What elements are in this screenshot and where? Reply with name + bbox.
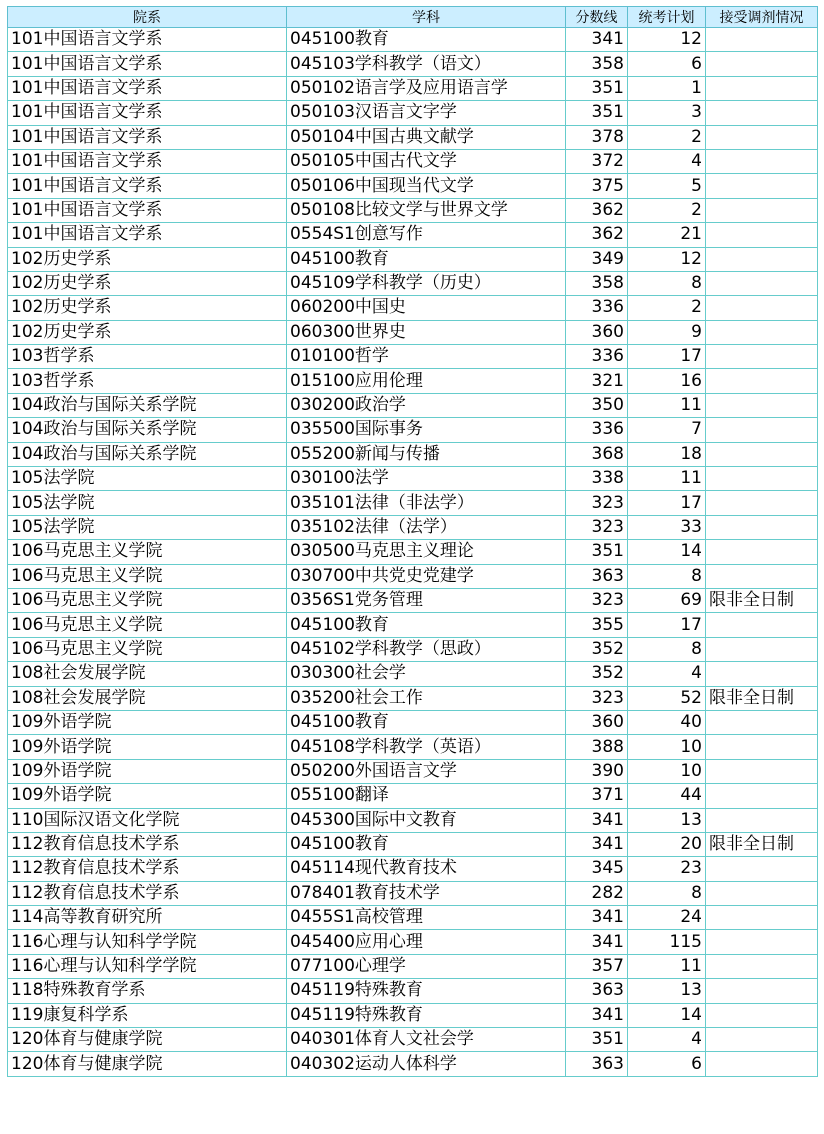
score-cell: 362 — [566, 198, 628, 222]
department-cell: 106马克思主义学院 — [8, 540, 287, 564]
plan-cell: 8 — [628, 637, 706, 661]
score-cell: 350 — [566, 393, 628, 417]
department-cell: 105法学院 — [8, 467, 287, 491]
department-cell: 105法学院 — [8, 491, 287, 515]
table-row — [8, 393, 818, 417]
department-cell: 110国际汉语文化学院 — [8, 808, 287, 832]
department-cell: 109外语学院 — [8, 710, 287, 734]
subject-cell: 045108学科教学（英语） — [287, 735, 566, 759]
table-row — [8, 467, 818, 491]
table-row — [8, 320, 818, 344]
table-row — [8, 442, 818, 466]
score-cell: 390 — [566, 759, 628, 783]
subject-cell: 045300国际中文教育 — [287, 808, 566, 832]
table-row — [8, 710, 818, 734]
department-cell: 108社会发展学院 — [8, 686, 287, 710]
plan-cell: 6 — [628, 1052, 706, 1076]
adjustment-cell — [706, 369, 818, 393]
table-row — [8, 271, 818, 295]
adjustment-cell — [706, 784, 818, 808]
subject-cell: 030300社会学 — [287, 662, 566, 686]
adjustment-cell — [706, 735, 818, 759]
adjustment-cell — [706, 662, 818, 686]
department-cell: 104政治与国际关系学院 — [8, 393, 287, 417]
score-cell: 351 — [566, 76, 628, 100]
adjustment-cell — [706, 174, 818, 198]
department-cell: 120体育与健康学院 — [8, 1052, 287, 1076]
score-cell: 358 — [566, 271, 628, 295]
adjustment-cell — [706, 515, 818, 539]
table-body — [8, 28, 818, 1077]
score-cell: 351 — [566, 540, 628, 564]
score-cell: 357 — [566, 954, 628, 978]
department-cell: 101中国语言文学系 — [8, 198, 287, 222]
header-adjustment: 接受调剂情况 — [706, 7, 818, 28]
subject-cell: 055100翻译 — [287, 784, 566, 808]
department-cell: 102历史学系 — [8, 320, 287, 344]
subject-cell: 035101法律（非法学） — [287, 491, 566, 515]
adjustment-cell — [706, 198, 818, 222]
score-cell: 323 — [566, 491, 628, 515]
department-cell: 106马克思主义学院 — [8, 564, 287, 588]
subject-cell: 045100教育 — [287, 832, 566, 856]
plan-cell: 18 — [628, 442, 706, 466]
plan-cell: 69 — [628, 588, 706, 612]
adjustment-cell — [706, 881, 818, 905]
table-row — [8, 515, 818, 539]
adjustment-cell — [706, 271, 818, 295]
department-cell: 101中国语言文学系 — [8, 125, 287, 149]
score-cell: 352 — [566, 662, 628, 686]
adjustment-cell — [706, 125, 818, 149]
adjustment-cell — [706, 954, 818, 978]
department-cell: 106马克思主义学院 — [8, 613, 287, 637]
subject-cell: 060300世界史 — [287, 320, 566, 344]
subject-cell: 0554S1创意写作 — [287, 223, 566, 247]
plan-cell: 21 — [628, 223, 706, 247]
table-row — [8, 662, 818, 686]
adjustment-cell — [706, 613, 818, 637]
plan-cell: 40 — [628, 710, 706, 734]
table-row — [8, 564, 818, 588]
subject-cell: 0455S1高校管理 — [287, 906, 566, 930]
adjustment-cell — [706, 442, 818, 466]
subject-cell: 030200政治学 — [287, 393, 566, 417]
subject-cell: 045119特殊教育 — [287, 1003, 566, 1027]
department-cell: 101中国语言文学系 — [8, 149, 287, 173]
table-row — [8, 296, 818, 320]
score-cell: 351 — [566, 101, 628, 125]
subject-cell: 045100教育 — [287, 613, 566, 637]
department-cell: 116心理与认知科学学院 — [8, 930, 287, 954]
subject-cell: 050200外国语言文学 — [287, 759, 566, 783]
table-row — [8, 149, 818, 173]
adjustment-cell — [706, 345, 818, 369]
department-cell: 101中国语言文学系 — [8, 28, 287, 52]
subject-cell: 045109学科教学（历史） — [287, 271, 566, 295]
score-cell: 341 — [566, 1003, 628, 1027]
subject-cell: 040302运动人体科学 — [287, 1052, 566, 1076]
plan-cell: 33 — [628, 515, 706, 539]
plan-cell: 23 — [628, 857, 706, 881]
table-row — [8, 759, 818, 783]
department-cell: 114高等教育研究所 — [8, 906, 287, 930]
table-row — [8, 101, 818, 125]
subject-cell: 015100应用伦理 — [287, 369, 566, 393]
plan-cell: 17 — [628, 491, 706, 515]
plan-cell: 2 — [628, 125, 706, 149]
table-row — [8, 198, 818, 222]
score-cell: 321 — [566, 369, 628, 393]
table-row — [8, 857, 818, 881]
department-cell: 104政治与国际关系学院 — [8, 442, 287, 466]
subject-cell: 035102法律（法学） — [287, 515, 566, 539]
score-cell: 363 — [566, 1052, 628, 1076]
plan-cell: 12 — [628, 247, 706, 271]
subject-cell: 030700中共党史党建学 — [287, 564, 566, 588]
adjustment-cell — [706, 52, 818, 76]
plan-cell: 4 — [628, 149, 706, 173]
score-cell: 372 — [566, 149, 628, 173]
score-cell: 282 — [566, 881, 628, 905]
plan-cell: 24 — [628, 906, 706, 930]
plan-cell: 8 — [628, 564, 706, 588]
score-cell: 371 — [566, 784, 628, 808]
adjustment-cell — [706, 247, 818, 271]
adjustment-cell — [706, 320, 818, 344]
adjustment-cell — [706, 1028, 818, 1052]
table-row — [8, 637, 818, 661]
department-cell: 103哲学系 — [8, 369, 287, 393]
table-row — [8, 76, 818, 100]
score-cell: 345 — [566, 857, 628, 881]
department-cell: 120体育与健康学院 — [8, 1028, 287, 1052]
department-cell: 103哲学系 — [8, 345, 287, 369]
adjustment-cell — [706, 930, 818, 954]
subject-cell: 030100法学 — [287, 467, 566, 491]
adjustment-cell — [706, 149, 818, 173]
score-cell: 336 — [566, 418, 628, 442]
adjustment-cell — [706, 418, 818, 442]
adjustment-cell: 限非全日制 — [706, 686, 818, 710]
plan-cell: 3 — [628, 101, 706, 125]
subject-cell: 045102学科教学（思政） — [287, 637, 566, 661]
score-cell: 341 — [566, 808, 628, 832]
plan-cell: 7 — [628, 418, 706, 442]
table-row — [8, 418, 818, 442]
score-cell: 349 — [566, 247, 628, 271]
subject-cell: 045100教育 — [287, 28, 566, 52]
subject-cell: 060200中国史 — [287, 296, 566, 320]
adjustment-cell — [706, 1003, 818, 1027]
score-cell: 360 — [566, 710, 628, 734]
score-cell: 355 — [566, 613, 628, 637]
header-score-line: 分数线 — [566, 7, 628, 28]
header-plan: 统考计划 — [628, 7, 706, 28]
table-row — [8, 345, 818, 369]
header-subject: 学科 — [287, 7, 566, 28]
score-cell: 375 — [566, 174, 628, 198]
table-row — [8, 1003, 818, 1027]
header-department: 院系 — [8, 7, 287, 28]
department-cell: 106马克思主义学院 — [8, 637, 287, 661]
subject-cell: 045100教育 — [287, 710, 566, 734]
adjustment-cell — [706, 637, 818, 661]
plan-cell: 115 — [628, 930, 706, 954]
table-row — [8, 686, 818, 710]
score-cell: 341 — [566, 930, 628, 954]
department-cell: 105法学院 — [8, 515, 287, 539]
adjustment-cell — [706, 393, 818, 417]
table-row — [8, 223, 818, 247]
adjustment-cell — [706, 564, 818, 588]
score-cell: 363 — [566, 979, 628, 1003]
adjustment-cell — [706, 979, 818, 1003]
department-cell: 101中国语言文学系 — [8, 174, 287, 198]
score-cell: 388 — [566, 735, 628, 759]
subject-cell: 050108比较文学与世界文学 — [287, 198, 566, 222]
table-row — [8, 954, 818, 978]
plan-cell: 11 — [628, 393, 706, 417]
adjustment-cell — [706, 808, 818, 832]
plan-cell: 10 — [628, 759, 706, 783]
table-row — [8, 979, 818, 1003]
subject-cell: 0356S1党务管理 — [287, 588, 566, 612]
plan-cell: 20 — [628, 832, 706, 856]
subject-cell: 055200新闻与传播 — [287, 442, 566, 466]
plan-cell: 16 — [628, 369, 706, 393]
department-cell: 101中国语言文学系 — [8, 223, 287, 247]
subject-cell: 050105中国古代文学 — [287, 149, 566, 173]
table-row — [8, 1028, 818, 1052]
department-cell: 108社会发展学院 — [8, 662, 287, 686]
adjustment-cell — [706, 76, 818, 100]
table-row — [8, 1052, 818, 1076]
score-cell: 358 — [566, 52, 628, 76]
department-cell: 106马克思主义学院 — [8, 588, 287, 612]
score-cell: 363 — [566, 564, 628, 588]
table-row — [8, 735, 818, 759]
plan-cell: 10 — [628, 735, 706, 759]
plan-cell: 14 — [628, 540, 706, 564]
adjustment-cell — [706, 467, 818, 491]
adjustment-cell — [706, 710, 818, 734]
plan-cell: 1 — [628, 76, 706, 100]
plan-cell: 13 — [628, 979, 706, 1003]
table-row — [8, 613, 818, 637]
admission-table — [7, 6, 818, 1077]
table-row — [8, 28, 818, 52]
subject-cell: 045119特殊教育 — [287, 979, 566, 1003]
table-row — [8, 784, 818, 808]
plan-cell: 9 — [628, 320, 706, 344]
score-cell: 336 — [566, 345, 628, 369]
plan-cell: 12 — [628, 28, 706, 52]
plan-cell: 6 — [628, 52, 706, 76]
adjustment-cell: 限非全日制 — [706, 832, 818, 856]
subject-cell: 045400应用心理 — [287, 930, 566, 954]
plan-cell: 52 — [628, 686, 706, 710]
plan-cell: 8 — [628, 271, 706, 295]
table-row — [8, 125, 818, 149]
adjustment-cell — [706, 759, 818, 783]
department-cell: 101中国语言文学系 — [8, 52, 287, 76]
subject-cell: 045114现代教育技术 — [287, 857, 566, 881]
plan-cell: 11 — [628, 467, 706, 491]
score-cell: 336 — [566, 296, 628, 320]
score-cell: 338 — [566, 467, 628, 491]
table-row — [8, 906, 818, 930]
table-row — [8, 540, 818, 564]
adjustment-cell — [706, 906, 818, 930]
plan-cell: 13 — [628, 808, 706, 832]
subject-cell: 078401教育技术学 — [287, 881, 566, 905]
plan-cell: 2 — [628, 198, 706, 222]
department-cell: 101中国语言文学系 — [8, 101, 287, 125]
table-row — [8, 832, 818, 856]
subject-cell: 050106中国现当代文学 — [287, 174, 566, 198]
score-cell: 323 — [566, 515, 628, 539]
score-cell: 341 — [566, 906, 628, 930]
department-cell: 112教育信息技术学系 — [8, 881, 287, 905]
subject-cell: 050104中国古典文献学 — [287, 125, 566, 149]
subject-cell: 050103汉语言文字学 — [287, 101, 566, 125]
adjustment-cell — [706, 540, 818, 564]
department-cell: 119康复科学系 — [8, 1003, 287, 1027]
adjustment-cell — [706, 491, 818, 515]
score-cell: 341 — [566, 28, 628, 52]
subject-cell: 050102语言学及应用语言学 — [287, 76, 566, 100]
department-cell: 116心理与认知科学学院 — [8, 954, 287, 978]
plan-cell: 17 — [628, 613, 706, 637]
table-row — [8, 881, 818, 905]
department-cell: 104政治与国际关系学院 — [8, 418, 287, 442]
score-cell: 323 — [566, 588, 628, 612]
score-cell: 368 — [566, 442, 628, 466]
table-row — [8, 247, 818, 271]
department-cell: 109外语学院 — [8, 784, 287, 808]
table-row — [8, 52, 818, 76]
adjustment-cell — [706, 101, 818, 125]
subject-cell: 030500马克思主义理论 — [287, 540, 566, 564]
department-cell: 118特殊教育学系 — [8, 979, 287, 1003]
adjustment-cell — [706, 28, 818, 52]
plan-cell: 8 — [628, 881, 706, 905]
adjustment-cell — [706, 296, 818, 320]
score-cell: 360 — [566, 320, 628, 344]
subject-cell: 040301体育人文社会学 — [287, 1028, 566, 1052]
department-cell: 102历史学系 — [8, 296, 287, 320]
subject-cell: 010100哲学 — [287, 345, 566, 369]
score-cell: 378 — [566, 125, 628, 149]
subject-cell: 045100教育 — [287, 247, 566, 271]
department-cell: 109外语学院 — [8, 759, 287, 783]
adjustment-cell — [706, 223, 818, 247]
score-cell: 352 — [566, 637, 628, 661]
table-row — [8, 369, 818, 393]
subject-cell: 077100心理学 — [287, 954, 566, 978]
adjustment-cell — [706, 857, 818, 881]
score-cell: 362 — [566, 223, 628, 247]
subject-cell: 035500国际事务 — [287, 418, 566, 442]
score-cell: 351 — [566, 1028, 628, 1052]
plan-cell: 5 — [628, 174, 706, 198]
department-cell: 102历史学系 — [8, 271, 287, 295]
plan-cell: 11 — [628, 954, 706, 978]
plan-cell: 4 — [628, 1028, 706, 1052]
department-cell: 112教育信息技术学系 — [8, 832, 287, 856]
plan-cell: 4 — [628, 662, 706, 686]
table-row — [8, 174, 818, 198]
subject-cell: 035200社会工作 — [287, 686, 566, 710]
adjustment-cell — [706, 1052, 818, 1076]
department-cell: 112教育信息技术学系 — [8, 857, 287, 881]
header-row — [8, 7, 818, 28]
plan-cell: 44 — [628, 784, 706, 808]
subject-cell: 045103学科教学（语文） — [287, 52, 566, 76]
plan-cell: 17 — [628, 345, 706, 369]
plan-cell: 2 — [628, 296, 706, 320]
department-cell: 102历史学系 — [8, 247, 287, 271]
table-row — [8, 808, 818, 832]
adjustment-cell: 限非全日制 — [706, 588, 818, 612]
plan-cell: 14 — [628, 1003, 706, 1027]
table-row — [8, 588, 818, 612]
score-cell: 323 — [566, 686, 628, 710]
department-cell: 101中国语言文学系 — [8, 76, 287, 100]
score-cell: 341 — [566, 832, 628, 856]
department-cell: 109外语学院 — [8, 735, 287, 759]
table-row — [8, 930, 818, 954]
table-row — [8, 491, 818, 515]
